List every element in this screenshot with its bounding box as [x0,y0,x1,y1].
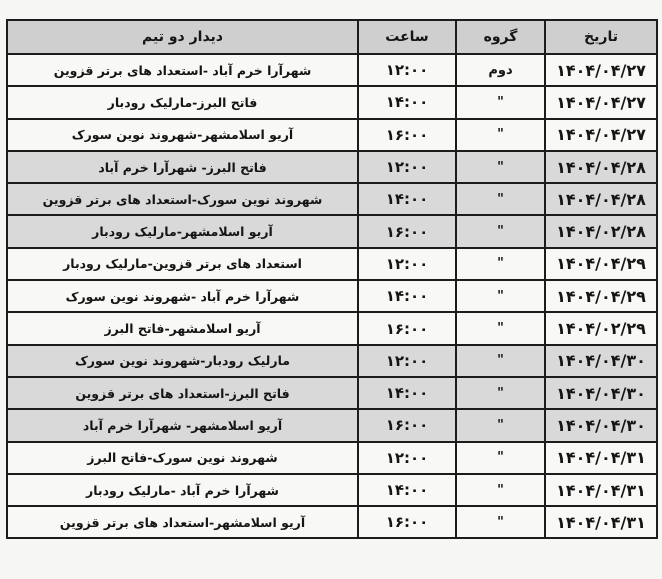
group-cell: " [456,312,545,344]
time-cell: ۱۲:۰۰ [358,151,456,183]
match-cell: آریو اسلامشهر- شهرآرا خرم آباد [7,409,358,441]
date-cell: ۱۴۰۴/۰۴/۳۰ [545,345,657,377]
match-cell: شهروند نوین سورک-استعداد های برتر قزوین [7,183,358,215]
table-body [7,54,657,538]
date-cell: ۱۴۰۴/۰۴/۲۹ [545,280,657,312]
group-cell: " [456,409,545,441]
table-row [7,54,657,86]
match-cell: شهروند نوین سورک-فاتح البرز [7,442,358,474]
date-cell: ۱۴۰۴/۰۴/۳۱ [545,506,657,538]
table-row [7,377,657,409]
match-cell: شهرآرا خرم آباد -شهروند نوین سورک [7,280,358,312]
group-cell: " [456,248,545,280]
header-time: ساعت [358,20,456,54]
table-row [7,280,657,312]
date-cell: ۱۴۰۴/۰۴/۲۷ [545,54,657,86]
header-row [7,20,657,54]
table-row [7,248,657,280]
time-cell: ۱۲:۰۰ [358,345,456,377]
group-cell: " [456,506,545,538]
table-row [7,442,657,474]
group-cell: " [456,442,545,474]
header-date: تاریخ [545,20,657,54]
table-row [7,86,657,118]
date-cell: ۱۴۰۴/۰۴/۳۱ [545,442,657,474]
date-cell: ۱۴۰۴/۰۴/۲۸ [545,151,657,183]
time-cell: ۱۴:۰۰ [358,377,456,409]
time-cell: ۱۶:۰۰ [358,312,456,344]
header-match: دیدار دو تیم [7,20,358,54]
time-cell: ۱۶:۰۰ [358,506,456,538]
time-cell: ۱۴:۰۰ [358,86,456,118]
table-row [7,215,657,247]
table-row [7,312,657,344]
table-row [7,151,657,183]
table-row [7,506,657,538]
group-cell: " [456,345,545,377]
match-cell: آریو اسلامشهر-استعداد های برتر قزوین [7,506,358,538]
date-cell: ۱۴۰۴/۰۴/۳۰ [545,409,657,441]
group-cell: " [456,86,545,118]
table-row [7,409,657,441]
date-cell: ۱۴۰۴/۰۴/۲۷ [545,119,657,151]
date-cell: ۱۴۰۴/۰۲/۲۹ [545,312,657,344]
group-cell: " [456,377,545,409]
match-cell: آریو اسلامشهر-شهروند نوین سورک [7,119,358,151]
group-cell: " [456,151,545,183]
match-schedule-table [6,19,658,539]
match-cell: آریو اسلامشهر-مارلیک رودبار [7,215,358,247]
group-cell: دوم [456,54,545,86]
time-cell: ۱۴:۰۰ [358,474,456,506]
group-cell: " [456,119,545,151]
time-cell: ۱۶:۰۰ [358,119,456,151]
match-cell: شهرآرا خرم آباد -مارلیک رودبار [7,474,358,506]
table-row [7,119,657,151]
time-cell: ۱۲:۰۰ [358,248,456,280]
table-row [7,345,657,377]
date-cell: ۱۴۰۴/۰۴/۳۰ [545,377,657,409]
time-cell: ۱۶:۰۰ [358,409,456,441]
date-cell: ۱۴۰۴/۰۲/۲۸ [545,215,657,247]
group-cell: " [456,280,545,312]
time-cell: ۱۴:۰۰ [358,183,456,215]
match-cell: آریو اسلامشهر-فاتح البرز [7,312,358,344]
table-row [7,183,657,215]
match-cell: مارلیک رودبار-شهروند نوین سورک [7,345,358,377]
date-cell: ۱۴۰۴/۰۴/۲۷ [545,86,657,118]
group-cell: " [456,183,545,215]
time-cell: ۱۲:۰۰ [358,54,456,86]
time-cell: ۱۲:۰۰ [358,442,456,474]
header-group: گروه [456,20,545,54]
table-row [7,474,657,506]
group-cell: " [456,474,545,506]
date-cell: ۱۴۰۴/۰۴/۲۸ [545,183,657,215]
date-cell: ۱۴۰۴/۰۴/۳۱ [545,474,657,506]
time-cell: ۱۴:۰۰ [358,280,456,312]
match-cell: شهرآرا خرم آباد -استعداد های برتر قزوین [7,54,358,86]
match-cell: فاتح البرز-مارلیک رودبار [7,86,358,118]
match-cell: فاتح البرز- شهرآرا خرم آباد [7,151,358,183]
table-header [7,20,657,54]
match-cell: فاتح البرز-استعداد های برتر قزوین [7,377,358,409]
date-cell: ۱۴۰۴/۰۴/۲۹ [545,248,657,280]
time-cell: ۱۶:۰۰ [358,215,456,247]
group-cell: " [456,215,545,247]
match-cell: استعداد های برتر قزوین-مارلیک رودبار [7,248,358,280]
